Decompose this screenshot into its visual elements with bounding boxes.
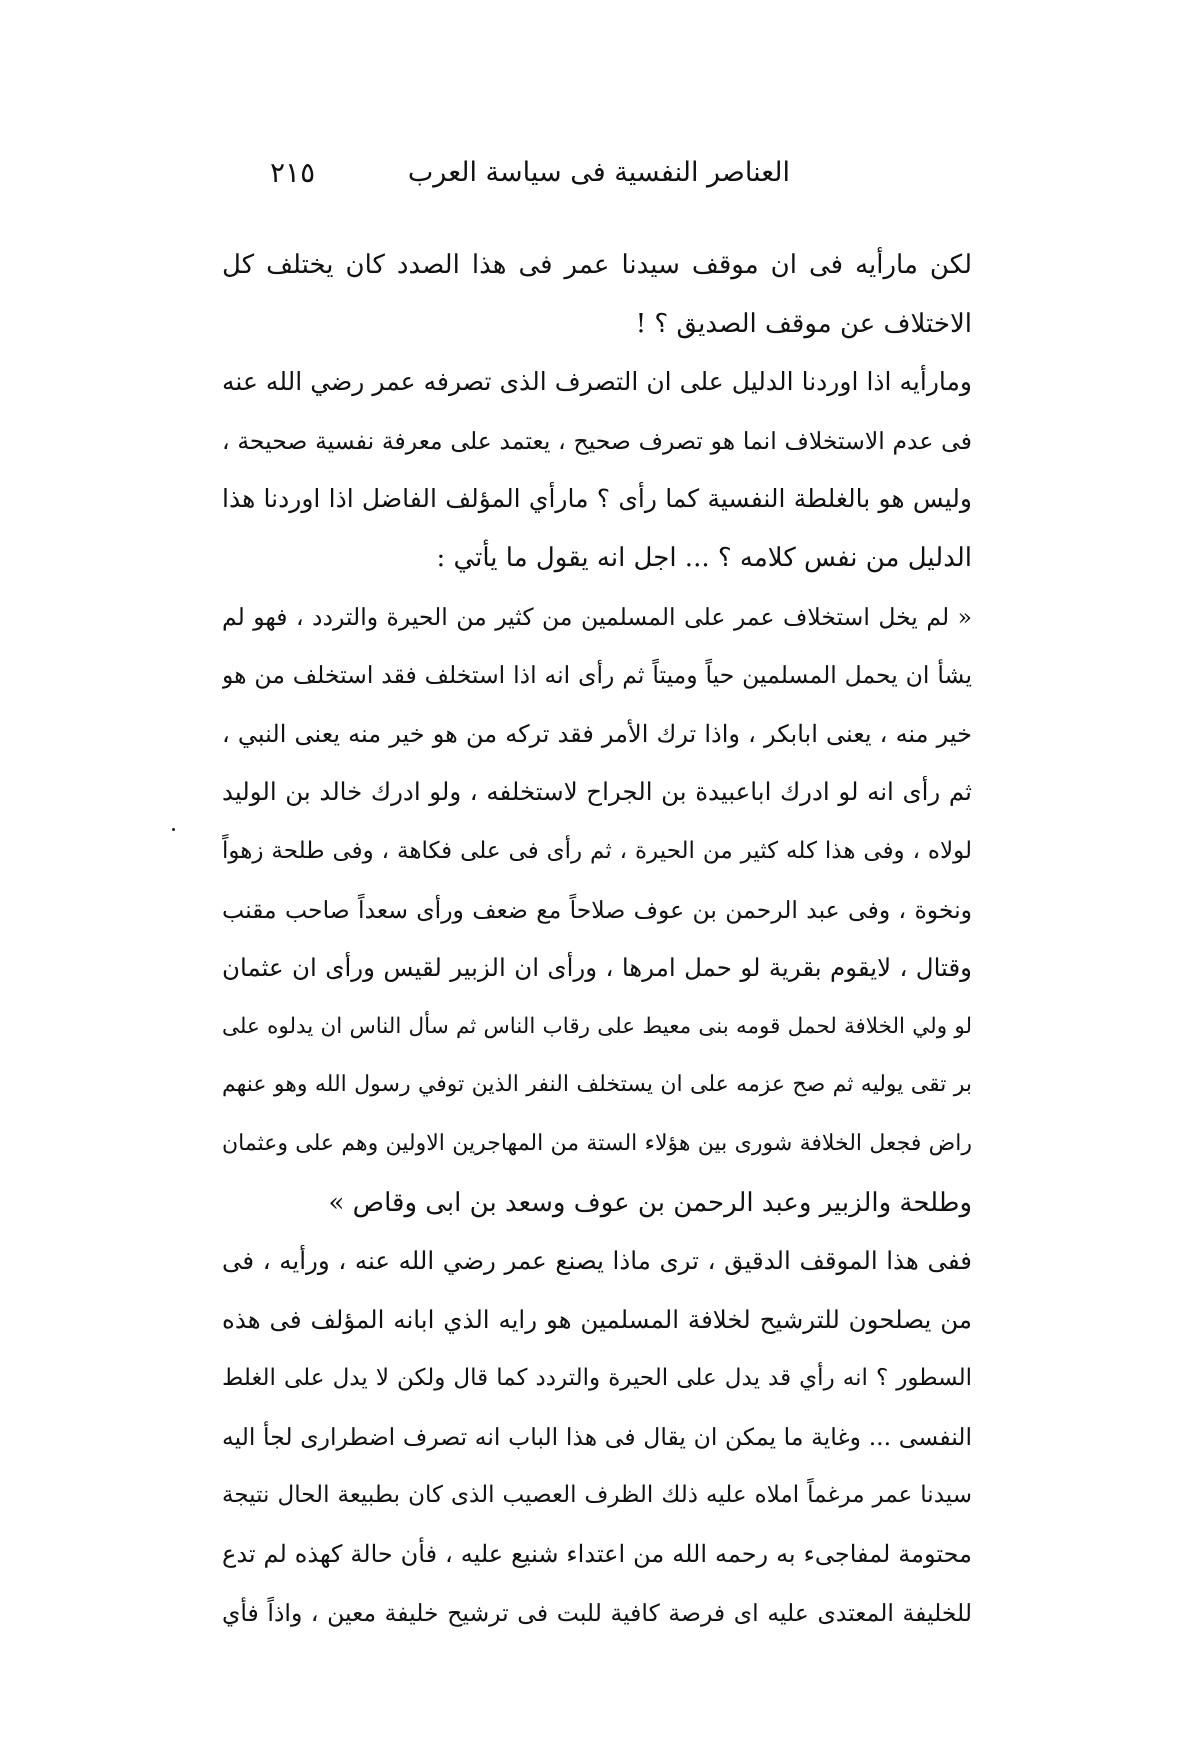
text-line: « لم يخل استخلاف عمر على المسلمين من كثير من الحيرة والتردد ، فهو لم bbox=[222, 602, 972, 631]
text-line: وطلحة والزبير وعبد الرحمن بن عوف وسعد بن ابى وقاص » bbox=[328, 1187, 972, 1218]
text-line: وقتال ، لايقوم بقرية لو حمل امرها ، ورأى ان الزبير لقيس ورأى ان عثمان bbox=[222, 953, 972, 983]
margin-speck bbox=[172, 828, 175, 831]
text-line: بر تقى يوليه ثم صح عزمه على ان يستخلف النفر الذين توفي رسول الله وهو عنهم bbox=[222, 1072, 972, 1098]
text-line: النفسى ... وغاية ما يمكن ان يقال فى هذا الباب انه تصرف اضطرارى لجأ اليه bbox=[222, 1422, 972, 1451]
text-line: الاختلاف عن موقف الصديق ؟ ! bbox=[635, 308, 972, 339]
text-line: وليس هو بالغلطة النفسية كما رأى ؟ مارأي المؤلف الفاضل اذا اوردنا هذا bbox=[222, 484, 972, 514]
text-line: لو ولي الخلافة لحمل قومه بنى معيط على رقاب الناس ثم سأل الناس ان يدلوه على bbox=[222, 1013, 972, 1039]
text-line: ومارأيه اذا اوردنا الدليل على ان التصرف الذى تصرفه عمر رضي الله عنه bbox=[222, 367, 972, 397]
text-line: ثم رأى انه لو ادرك اباعبيدة بن الجراح لاستخلفه ، ولو ادرك خالد بن الوليد bbox=[222, 777, 972, 807]
text-line: للخليفة المعتدى عليه اى فرصة كافية للبت فى ترشيح خليفة معين ، واذاً فأي bbox=[222, 1598, 972, 1627]
running-header bbox=[270, 148, 790, 198]
text-line: من يصلحون للترشيح لخلافة المسلمين هو رايه الذي ابانه المؤلف فى هذه bbox=[222, 1304, 972, 1334]
text-line: محتومة لمفاجىء به رحمه الله من اعتداء شنيع عليه ، فأن حالة كهذه لم تدع bbox=[222, 1540, 972, 1569]
page-number: ٢١٥ bbox=[270, 156, 316, 189]
body-text bbox=[222, 236, 972, 1642]
text-line: ففى هذا الموقف الدقيق ، ترى ماذا يصنع عمر رضي الله عنه ، ورأيه ، فى bbox=[222, 1246, 972, 1276]
text-line: راض فجعل الخلافة شورى بين هؤلاء الستة من المهاجرين الاولين وهم على وعثمان bbox=[222, 1130, 972, 1156]
text-line: السطور ؟ انه رأي قد يدل على الحيرة والتردد كما قال ولكن لا يدل على الغلط bbox=[222, 1365, 972, 1392]
text-line: خير منه ، يعنى ابابكر ، واذا ترك الأمر فقد تركه من هو خير منه يعنى النبي ، bbox=[222, 719, 972, 748]
text-line: لكن مارأيه فى ان موقف سيدنا عمر فى هذا الصدد كان يختلف كل bbox=[222, 250, 972, 280]
text-line: يشأ ان يحمل المسلمين حياً وميتاً ثم رأى انه اذا استخلف فقد استخلف من هو bbox=[222, 661, 972, 690]
text-line: الدليل من نفس كلامه ؟ ... اجل انه يقول ما يأتي : bbox=[436, 542, 972, 573]
running-title: العناصر النفسية فى سياسة العرب bbox=[407, 157, 790, 188]
text-line: لولاه ، وفى هذا كله كثير من الحيرة ، ثم رأى فى على فكاهة ، وفى طلحة زهواً bbox=[222, 837, 972, 864]
text-line: فى عدم الاستخلاف انما هو تصرف صحيح ، يعتمد على معرفة نفسية صحيحة ، bbox=[222, 426, 972, 455]
text-line: ونخوة ، وفى عبد الرحمن بن عوف صلاحاً مع ضعف ورأى سعداً صاحب مقنب bbox=[222, 895, 972, 924]
text-line: سيدنا عمر مرغماً املاه عليه ذلك الظرف العصيب الذى كان بطبيعة الحال نتيجة bbox=[222, 1482, 972, 1509]
